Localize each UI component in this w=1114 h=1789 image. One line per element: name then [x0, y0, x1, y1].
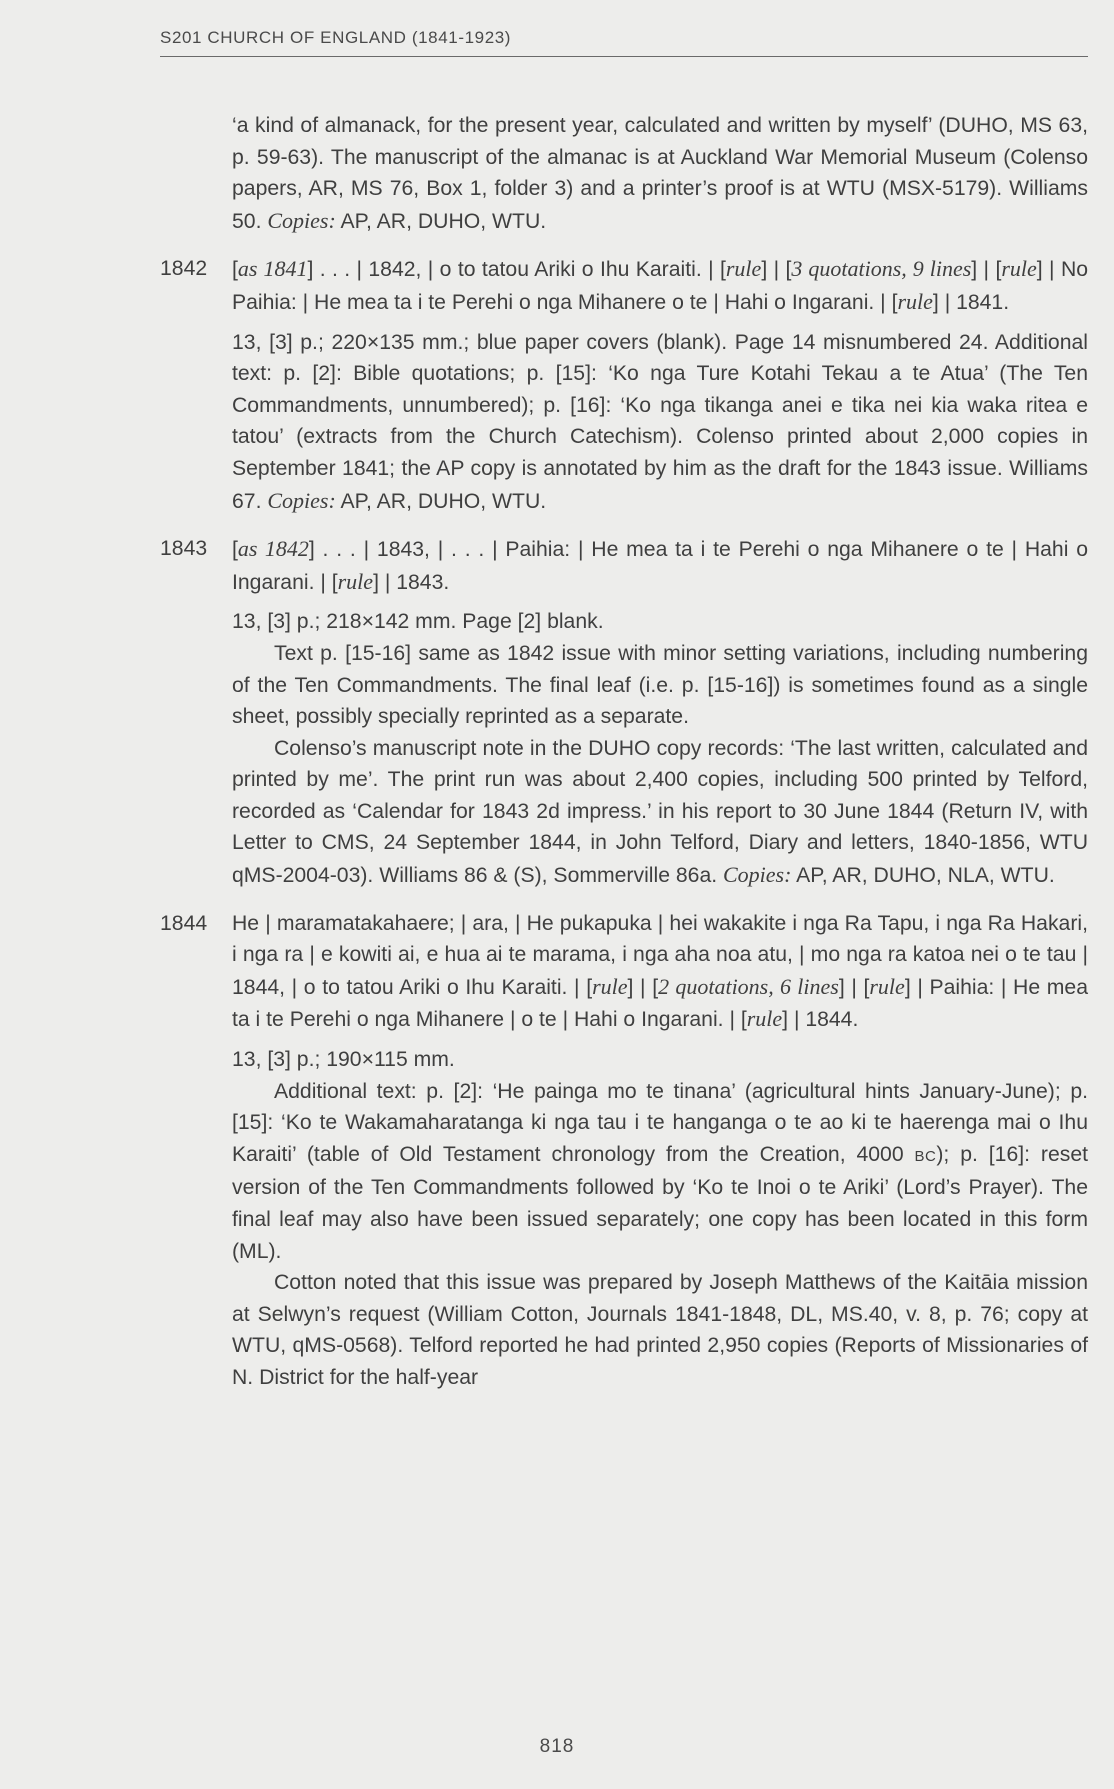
description-paragraph — [232, 327, 1088, 518]
title-text: ] | Paihia: | He mea ta i te Perehi o nga Mihanere | o te | Hahi o Ingarani. | [ — [232, 975, 1088, 1032]
italic-note: as 1842 — [237, 536, 309, 562]
entry-year: 1843 — [160, 537, 208, 561]
description-text: Additional text: p. [2]: ‘He painga mo te tinana’ (agricultural hints January-June); p. [15]: ‘Ko te Wakamaharatanga ki nga tau i te hanganga o te ao ki te haerenga mai o Ihu Karaiti’ (table of Old Testament chronology from the Creation, 4000 — [232, 1079, 1088, 1166]
description-text: 13, [3] p.; 220×135 mm.; blue paper covers (blank). Page 14 misnumbered 24. Additional text: p. [2]: Bible quotations; p. [15]: ‘Ko nga Ture Kotahi Tekau a te Atua’ (The Ten Commandments, unnumbered); p. [16]: ‘Ko nga tikanga anei e tika nei kia waka ritea e tatou’ (extracts from the Church Catechism). Colenso printed about 2,000 copies in September 1841; the AP copy is annotated by him as the draft for the 1843 issue. Williams 67. — [232, 330, 1088, 513]
italic-note: rule — [337, 568, 374, 594]
italic-note: rule — [897, 288, 933, 314]
entry-1843 — [160, 533, 1088, 892]
intro-text: ‘a kind of almanack, for the present year, calculated and written by myself’ (DUHO, MS 63, p. 59-63). The manuscript of the almanac is at Auckland War Memorial Museum (Colenso papers, AR, MS 76, Box 1, folder 3) and a printer’s proof is at WTU (MSX-5179). Williams 50. — [232, 114, 1088, 233]
page-body — [160, 110, 1088, 1394]
italic-note: as 1841 — [237, 256, 308, 282]
description-paragraph: Text p. [15-16] same as 1842 issue with minor setting variations, including numbering of the Ten Commandments. The final leaf (i.e. p. [15-16]) is sometimes found as a single sheet, possibly specially reprinted as a separate. — [232, 641, 1088, 729]
copies-list: AP, AR, DUHO, NLA, WTU. — [796, 864, 1055, 888]
italic-note: 2 quotations, 6 lines — [658, 973, 839, 999]
italic-note: rule — [1001, 256, 1037, 282]
description-paragraph — [232, 733, 1088, 892]
italic-note: rule — [592, 973, 628, 999]
italic-note: 3 quotations, 9 lines — [791, 256, 972, 282]
intro-paragraph — [232, 110, 1088, 237]
title-text: ] | [ — [838, 975, 870, 999]
title-text: [ — [785, 258, 792, 282]
title-text: ] . . . | 1843, | . . . | Paihia: | He mea ta i te Perehi o nga Mihanere o te | Hahi o Ingarani. | [ — [232, 538, 1089, 594]
entry-1844 — [160, 908, 1088, 1394]
collation: 13, [3] p.; 218×142 mm. Page [2] blank. — [232, 610, 604, 634]
entry-year: 1844 — [160, 911, 208, 935]
italic-note: rule — [746, 1006, 783, 1032]
title-transcription: [as 1841] . . . | 1842, | o to tatou Ariki o Ihu Karaiti. | [rule] | [3 quotations, 9 lines] | [rule] | No Paihia: | He mea ta i te Perehi o nga Mihanere o te | Hahi o Ingarani. | [rule] | 1841. — [232, 256, 1089, 314]
title-text: ] | 1841. — [932, 290, 1010, 314]
italic-note: rule — [725, 256, 762, 282]
copies-label: Copies: — [267, 207, 336, 233]
copies-label: Copies: — [723, 862, 792, 888]
entry-content — [232, 253, 1088, 517]
italic-note: rule — [869, 973, 905, 999]
copies-label: Copies: — [267, 487, 336, 513]
title-text: ] | [ — [971, 258, 1002, 282]
entry-1842 — [160, 253, 1088, 517]
title-text: ] | — [761, 258, 780, 282]
title-transcription — [232, 908, 1088, 1036]
title-text: ] | 1844. — [782, 1008, 859, 1032]
entry-content — [232, 533, 1088, 892]
small-caps-bc: BC — [914, 1147, 937, 1165]
description-text: Colenso’s manuscript note in the DUHO copy records: ‘The last written, calculated and printed by me’. The print run was about 2,400 copies, including 500 printed by Telford, recorded as ‘Calendar for 1843 2d impress.’ in his report to 30 June 1844 (Return IV, with Letter to CMS, 24 September 1844, in John Telford, Diary and letters, 1840-1856, WTU qMS-2004-03). Williams 86 & (S), Sommerville 86a. — [232, 736, 1088, 888]
description-text: ); p. [16]: reset version of the Ten Commandments followed by ‘Ko te Inoi o te Ariki’ (Lord’s Prayer). The final leaf may also have been issued separately; one copy has been located in this form (ML). — [232, 1142, 1089, 1263]
description-paragraph — [232, 1076, 1088, 1268]
title-text: ] | No Paihia: | He mea ta i te Perehi o nga Mihanere o te | Hahi o Ingarani. | [ — [232, 258, 1089, 314]
title-text: ] | [ — [627, 975, 659, 999]
copies-list: AP, AR, DUHO, WTU. — [340, 489, 547, 513]
title-transcription: [as 1842] . . . | 1843, | . . . | Paihia: | He mea ta i te Perehi o nga Mihanere o te | Hahi o Ingarani. | [rule] | 1843. — [232, 536, 1089, 594]
title-text: ] | 1843. — [373, 570, 450, 594]
page-number: 818 — [539, 1736, 575, 1757]
entry-year: 1842 — [160, 257, 208, 281]
running-header: S201 CHURCH OF ENGLAND (1841-1923) — [160, 28, 1088, 57]
title-text: ] . . . | 1842, | o to tatou Ariki o Ihu Karaiti. | [ — [307, 258, 726, 282]
description-paragraph: Cotton noted that this issue was prepared by Joseph Matthews of the Kaitāia mission at Selwyn’s request (William Cotton, Journals 1841-1848, DL, MS.40, v. 8, p. 76; copy at WTU, qMS-0568). Telford reported he had printed 2,950 copies (Reports of Missionaries of N. District for the half-year — [232, 1271, 1088, 1389]
entry-content — [232, 908, 1088, 1394]
title-text: He | maramatakahaere; | ara, | He pukapuka | hei wakakite i nga Ra Tapu, i nga Ra Hakari, i nga ra | e kowiti ai, e hua ai te marama, i nga aha noa atu, | mo nga ra katoa nei o te tau | 1844, | o to tatou Ariki o Ihu Karaiti. | [ — [232, 911, 1088, 999]
copies-list: AP, AR, DUHO, WTU. — [340, 209, 547, 233]
collation: 13, [3] p.; 190×115 mm. — [232, 1048, 455, 1072]
